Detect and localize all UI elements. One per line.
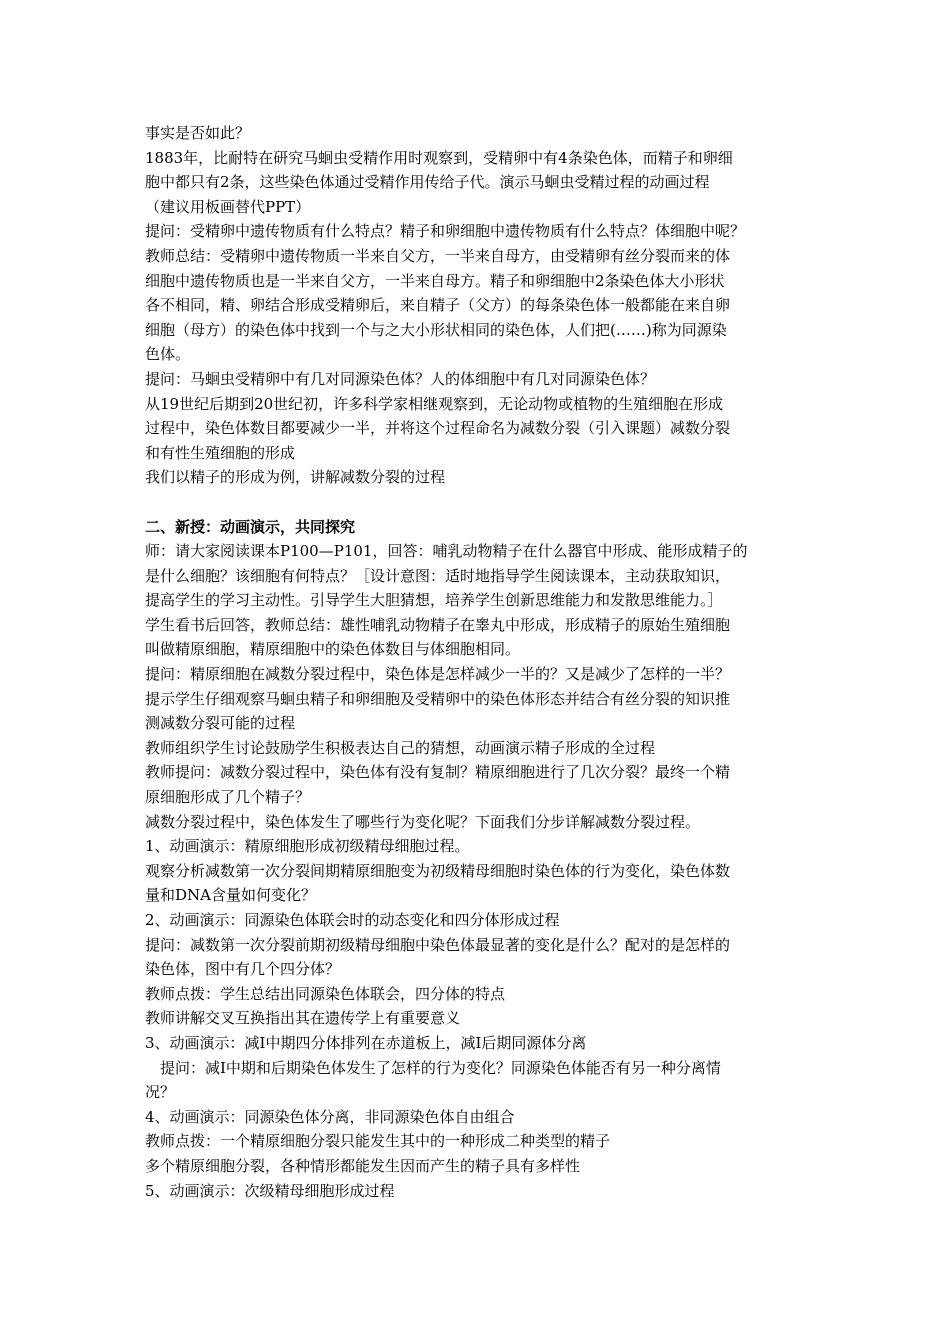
document-page [145,121,813,1203]
text-line: 量和DNA含量如何变化？ [145,886,316,905]
text-line: 2、动画演示：同源染色体联会时的动态变化和四分体形成过程 [145,911,560,929]
text-line: 是什么细胞？该细胞有何特点？［设计意图：适时地指导学生阅读课本，主动获取知识， [145,566,731,585]
blank-line [145,490,813,515]
text-line: 提高学生的学习主动性。引导学生大胆猜想，培养学生创新思维能力和发散思维能力。］ [145,591,723,610]
text-line: 色体。 [145,345,191,364]
text-line: 教师组织学生讨论鼓励学生积极表达自己的猜想，动画演示精子形成的全过程 [145,738,656,757]
text-line: 叫做精原细胞，精原细胞中的染色体数目与体细胞相同。 [145,640,521,659]
text-line: 细胞（母方）的染色体中找到一个与之大小形状相同的染色体，人们把(……)称为同源染 [145,320,727,339]
text-line: 提问：减数第一次分裂前期初级精母细胞中染色体最显著的变化是什么？配对的是怎样的 [145,935,731,954]
text-line: 各不相同，精、卵结合形成受精卵后，来自精子（父方）的每条染色体一般都能在来自卵 [145,296,731,315]
text-line: 提问：受精卵中遗传物质有什么特点？精子和卵细胞中遗传物质有什么特点？体细胞中呢？ [145,222,746,241]
text-line: 况？ [145,1083,176,1102]
text-line: 原细胞形成了几个精子？ [145,788,311,807]
text-line: 过程中，染色体数目都要减少一半，并将这个过程命名为减数分裂（引入课题）减数分裂 [145,419,731,438]
text-line: 多个精原细胞分裂，各种情形都能发生因而产生的精子具有多样性 [145,1156,581,1175]
text-line: 细胞中遗传物质也是一半来自父方，一半来自母方。精子和卵细胞中2条染色体大小形状 [145,271,725,290]
text-line: 1883年，比耐特在研究马蛔虫受精作用时观察到，受精卵中有4条染色体，而精子和卵细 [145,148,733,167]
text-line: 教师点拨：一个精原细胞分裂只能发生其中的一种形成二种类型的精子 [145,1132,611,1151]
text-line: 师：请大家阅读课本P100—P101，回答：哺乳动物精子在什么器官中形成、能形成精子的 [145,542,748,561]
text-line: 提问：马蛔虫受精卵中有几对同源染色体？人的体细胞中有几对同源染色体？ [145,369,656,388]
text-line: 3、动画演示：减Ⅰ中期四分体排列在赤道板上，减Ⅰ后期同源体分离 [145,1033,587,1052]
text-line: 减数分裂过程中，染色体发生了哪些行为变化呢？下面我们分步详解减数分裂过程。 [145,812,701,831]
text-line: 教师提问：减数分裂过程中，染色体有没有复制？精原细胞进行了几次分裂？最终一个精 [145,763,731,782]
text-line: 观察分析减数第一次分裂间期精原细胞变为初级精母细胞时染色体的行为变化，染色体数 [145,861,731,880]
text-line: 5、动画演示：次级精母细胞形成过程 [145,1181,395,1200]
text-line: 提示学生仔细观察马蛔虫精子和卵细胞及受精卵中的染色体形态并结合有丝分裂的知识推 [145,689,731,708]
text-line: 1、动画演示：精原细胞形成初级精母细胞过程。 [145,837,470,856]
text-line: 测减数分裂可能的过程 [145,714,296,733]
text-line: 事实是否如此？ [145,124,251,142]
text-line: 胞中都只有2条，这些染色体通过受精作用传给子代。演示马蛔虫受精过程的动画过程 [145,173,710,192]
text-line: 提问：减Ⅰ中期和后期染色体发生了怎样的行为变化？同源染色体能否有另一种分离情 [160,1058,721,1077]
text-line: 从19世纪后期到20世纪初，许多科学家相继观察到，无论动物或植物的生殖细胞在形成 [145,394,724,413]
text-line: 提问：精原细胞在减数分裂过程中，染色体是怎样减少一半的？又是减少了怎样的一半？ [145,665,731,684]
text-line: 和有性生殖细胞的形成 [145,443,296,462]
text-line: 教师讲解交叉互换指出其在遗传学上有重要意义 [145,1009,461,1028]
text-line: 教师总结：受精卵中遗传物质一半来自父方，一半来自母方，由受精卵有丝分裂而来的体 [145,246,731,265]
text-line: 4、动画演示：同源染色体分离，非同源染色体自由组合 [145,1107,515,1126]
section-heading: 二、新授：动画演示，共同探究 [145,517,356,536]
text-line: 染色体，图中有几个四分体？ [145,960,341,979]
text-line: 教师点拨：学生总结出同源染色体联会，四分体的特点 [145,984,506,1003]
text-line: 学生看书后回答，教师总结：雄性哺乳动物精子在睾丸中形成，形成精子的原始生殖细胞 [145,615,731,634]
text-line: （建议用板画替代PPT） [145,197,311,216]
text-line: 我们以精子的形成为例，讲解减数分裂的过程 [145,468,446,487]
